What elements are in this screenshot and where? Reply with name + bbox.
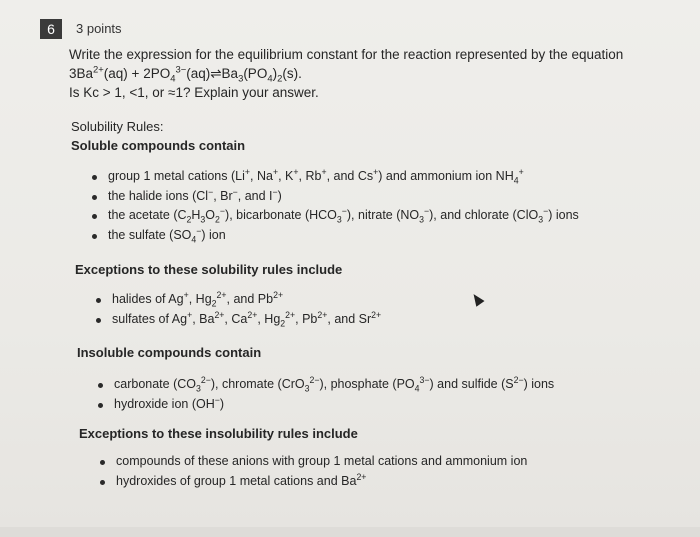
list-item: compounds of these anions with group 1 metal cations and ammonium ion <box>100 452 527 472</box>
soluble-list <box>92 167 579 245</box>
question-prompt <box>69 45 669 102</box>
list-item: sulfates of Ag+, $Ba^{2+}$, $Ca^{2+}$, $Hg_2^{2+}$, $Pb^{2+}$, and $Sr^{2+}$ <box>96 310 381 330</box>
list-item: hydroxide ion (OH−) <box>98 395 554 415</box>
rules-title: Solubility Rules: <box>71 119 164 134</box>
question-points: 3 points <box>76 21 122 36</box>
reaction-equation: $3Ba^{2+}(aq)$ + $2PO_4^{3-}(aq)\rightleftharpoons Ba_3(PO_4)_2(s)$. <box>69 64 302 85</box>
list-item: group 1 metal cations (Li+, Na+, K+, Rb+, and Cs+) and ammonium ion $NH_4^+$ <box>92 167 579 187</box>
prompt-line-1: Write the expression for the equilibrium constant for the reaction represented by the equation <box>69 47 624 62</box>
page-bottom-edge <box>0 527 700 537</box>
list-item: the sulfate $(SO_4^-)$ ion <box>92 226 579 246</box>
insoluble-heading: Insoluble compounds contain <box>77 345 262 360</box>
exceptions-2-heading: Exceptions to these insolubility rules include <box>79 426 358 441</box>
list-item: the acetate $(C_2H_3O_2^-)$, bicarbonate $(HCO_3^-)$, nitrate $(NO_3^-)$, and chlorate (ClO$_3$−) ions <box>92 206 579 226</box>
list-item: carbonate $(CO_3^{2-})$, chromate (CrO$_3^{2-}$), phosphate $(PO_4^{3-})$ and sulfide $(S^{2-})$ ions <box>98 375 554 395</box>
list-item: the halide ions (Cl−, Br−, and I−) <box>92 187 579 207</box>
question-number-badge: 6 <box>40 19 62 39</box>
prompt-line-3: Is Kc > 1, <1, or ≈1? Explain your answer. <box>69 85 319 100</box>
solubility-rules-header <box>71 117 245 155</box>
soluble-heading: Soluble compounds contain <box>71 138 246 153</box>
exceptions-1-list <box>96 290 381 329</box>
list-item: halides of Ag+, $Hg_2^{2+}$, and $Pb^{2+}$ <box>96 290 381 310</box>
exceptions-1-heading: Exceptions to these solubility rules include <box>75 262 343 277</box>
list-item: hydroxides of group 1 metal cations and $Ba^{2+}$ <box>100 472 527 492</box>
exceptions-2-list <box>100 452 527 491</box>
insoluble-list <box>98 375 554 414</box>
